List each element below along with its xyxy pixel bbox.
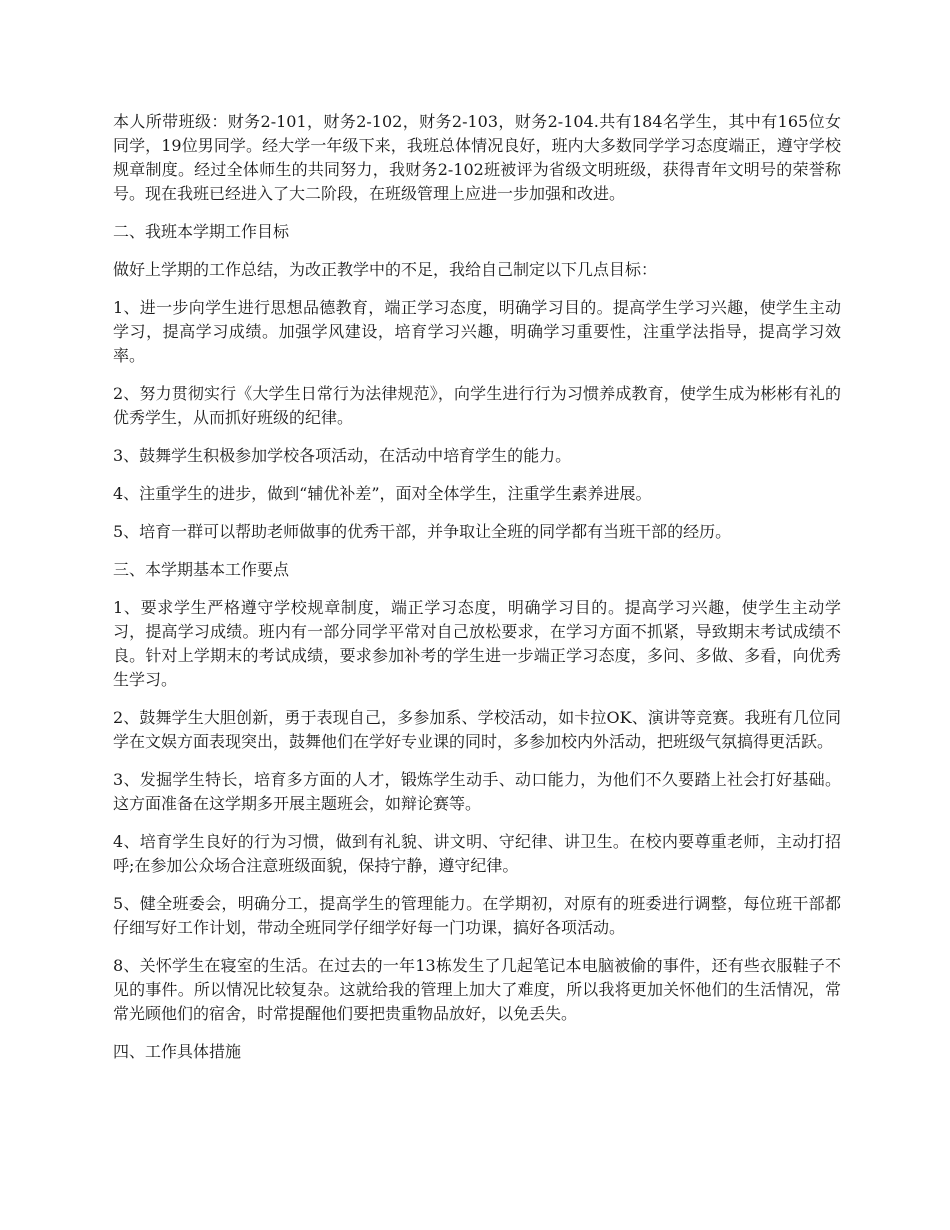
document-body (113, 110, 841, 1078)
key-point-item: 8、关怀学生在寝室的生活。在过去的一年13栋发生了几起笔记本电脑被偷的事件，还有些衣服鞋子不见的事件。所以情况比较复杂。这就给我的管理上加大了难度，所以我将更加关怀他们的生活情况，常常光顾他们的宿舍，时常提醒他们要把贵重物品放好，以免丢失。 (113, 956, 841, 1023)
section-heading-key-points: 三、本学期基本工作要点 (113, 560, 290, 579)
goal-item: 2、努力贯彻实行《大学生日常行为法律规范》，向学生进行行为习惯养成教育，使学生成为彬彬有礼的优秀学生，从而抓好班级的纪律。 (113, 384, 841, 427)
key-point-item: 3、发掘学生特长，培育多方面的人才，锻炼学生动手、动口能力，为他们不久要踏上社会打好基础。这方面准备在这学期多开展主题班会，如辩论赛等。 (113, 770, 841, 813)
goal-item: 3、鼓舞学生积极参加学校各项活动，在活动中培育学生的能力。 (113, 446, 572, 465)
key-point-item: 5、健全班委会，明确分工，提高学生的管理能力。在学期初，对原有的班委进行调整，每位班干部都仔细写好工作计划，带动全班同学仔细学好每一门功课，搞好各项活动。 (113, 894, 841, 937)
intro-paragraph: 本人所带班级：财务2-101，财务2-102，财务2-103，财务2-104.共有184名学生，其中有165位女同学，19位男同学。经大学一年级下来，我班总体情况良好，班内大多数同学学习态度端正，遵守学校规章制度。经过全体师生的共同努力，我财务2-102班被评为省级文明班级，获得青年文明号的荣誉称号。现在我班已经进入了大二阶段，在班级管理上应进一步加强和改进。 (113, 112, 841, 203)
key-point-item: 4、培育学生良好的行为习惯，做到有礼貌、讲文明、守纪律、讲卫生。在校内要尊重老师，主动打招呼;在参加公众场合注意班级面貌，保持宁静，遵守纪律。 (113, 832, 841, 875)
key-point-item: 2、鼓舞学生大胆创新，勇于表现自己，多参加系、学校活动，如卡拉OK、演讲等竞赛。我班有几位同学在文娱方面表现突出，鼓舞他们在学好专业课的同时，多参加校内外活动，把班级气氛搞得更活跃。 (113, 708, 841, 751)
goals-lead-paragraph: 做好上学期的工作总结，为改正教学中的不足，我给自己制定以下几点目标： (113, 260, 658, 279)
goal-item: 4、注重学生的进步，做到“辅优补差”，面对全体学生，注重学生素养进展。 (113, 484, 652, 503)
section-heading-measures: 四、工作具体措施 (113, 1042, 242, 1061)
goal-item: 1、进一步向学生进行思想品德教育，端正学习态度，明确学习目的。提高学生学习兴趣，使学生主动学习，提高学习成绩。加强学风建设，培育学习兴趣，明确学习重要性，注重学法指导，提高学习效率。 (113, 298, 841, 365)
section-heading-goals: 二、我班本学期工作目标 (113, 222, 290, 241)
key-point-item: 1、要求学生严格遵守学校规章制度，端正学习态度，明确学习目的。提高学习兴趣，使学生主动学习，提高学习成绩。班内有一部分同学平常对自己放松要求，在学习方面不抓紧，导致期末考试成绩不良。针对上学期末的考试成绩，要求参加补考的学生进一步端正学习态度，多问、多做、多看，向优秀生学习。 (113, 598, 841, 689)
goal-item: 5、培育一群可以帮助老师做事的优秀干部，并争取让全班的同学都有当班干部的经历。 (113, 522, 732, 541)
